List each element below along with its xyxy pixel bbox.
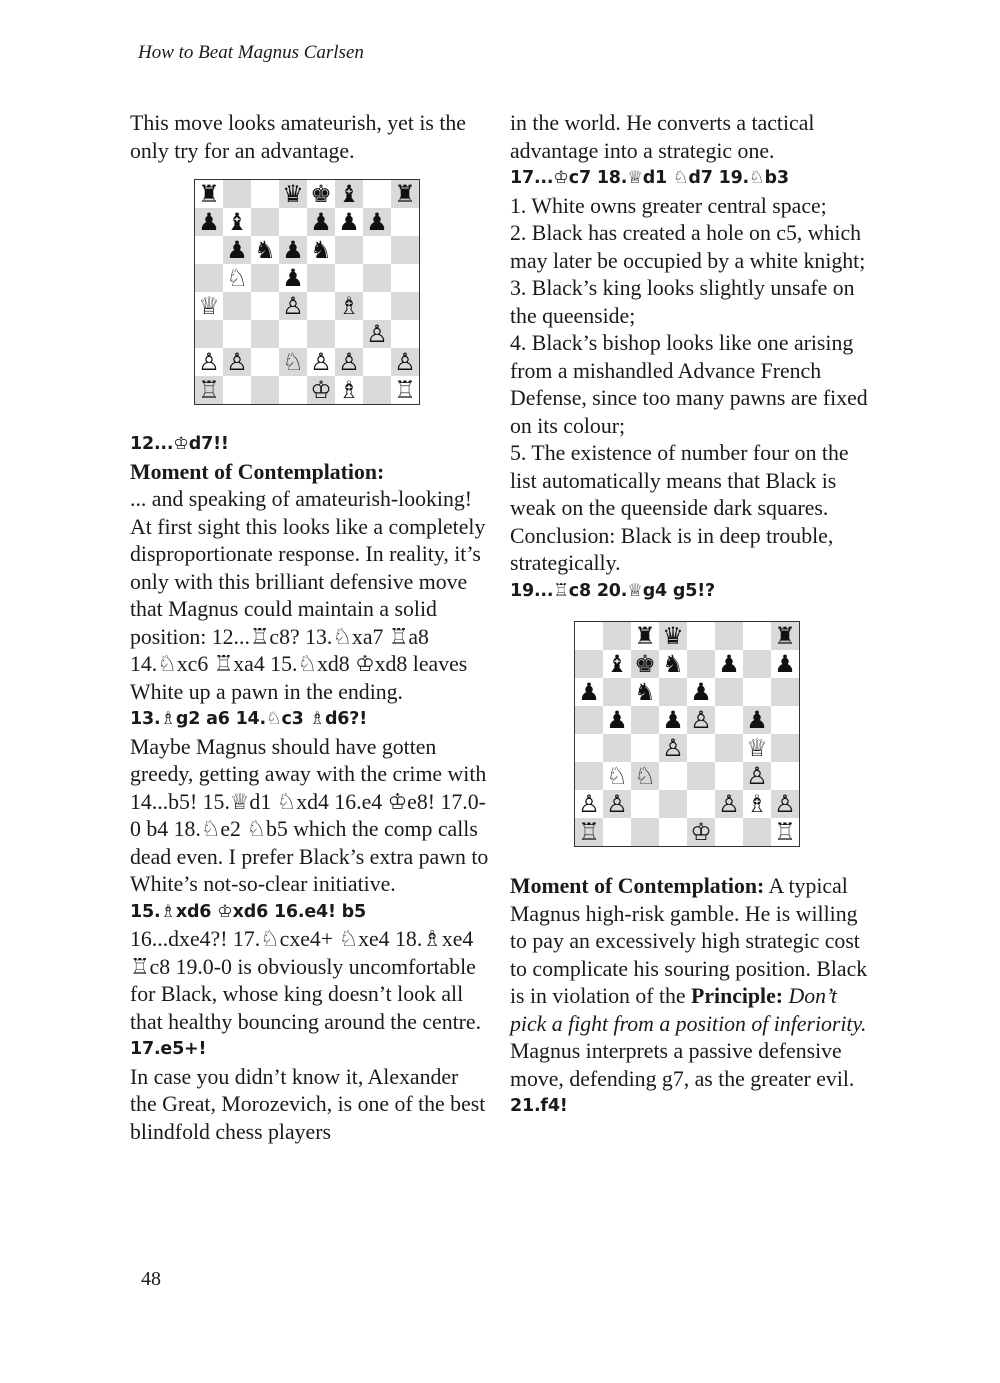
- list-item: 5. The existence of number four on the list automatically means that Black is weak on the queenside dark squares.: [510, 441, 849, 520]
- chess-board-2: [574, 621, 800, 847]
- chess-square: [223, 376, 251, 404]
- chess-piece-square: ♘: [279, 348, 307, 376]
- chess-piece-square: ♞: [631, 678, 659, 706]
- conclusion: Conclusion: Black is in deep trouble, strategically.: [510, 523, 834, 575]
- page-number: 48: [141, 1268, 161, 1290]
- chess-square: [743, 650, 771, 678]
- move-line: 17.e5+!: [130, 1039, 207, 1059]
- diagram-1: [194, 179, 490, 405]
- chess-square: [715, 734, 743, 762]
- chess-square: [771, 678, 799, 706]
- chess-square: [743, 622, 771, 650]
- chess-piece-square: ♙: [771, 790, 799, 818]
- chess-square: [687, 790, 715, 818]
- chess-square: [251, 208, 279, 236]
- chess-square: [363, 236, 391, 264]
- chess-piece-square: ♟: [195, 208, 223, 236]
- move-line: 12...♔d7!!: [130, 434, 229, 454]
- chess-square: [687, 622, 715, 650]
- chess-square: [279, 320, 307, 348]
- move-line: 13.♗g2 a6 14.♘c3 ♗d6?!: [130, 709, 368, 729]
- chess-square: [363, 376, 391, 404]
- chess-square: [391, 264, 419, 292]
- chess-square: [771, 762, 799, 790]
- diagram-2: [574, 621, 872, 847]
- chess-square: [715, 678, 743, 706]
- chess-square: [575, 650, 603, 678]
- chess-piece-square: ♞: [251, 236, 279, 264]
- list-item: 4. Black’s bishop looks like one arising from a mishandled Advance French Defense, since too many pawns are fixed on its colour;: [510, 331, 868, 438]
- chess-square: [715, 762, 743, 790]
- chess-piece-square: ♟: [715, 650, 743, 678]
- chess-square: [223, 180, 251, 208]
- move-line: 17...♔c7 18.♕d1 ♘d7 19.♘b3: [510, 168, 789, 188]
- moment-text-end: Magnus interprets a passive defensive move, defending g7, as the greater evil.: [510, 1039, 855, 1091]
- chess-piece-square: ♖: [575, 818, 603, 846]
- right-column: [510, 110, 872, 1121]
- paragraph: 16...dxe4?! 17.♘cxe4+ ♘xe4 18.♗xe4 ♖c8 19.0-0 is obviously uncomfortable for Black, whose king doesn’t look all that healthy bouncing around the centre.: [130, 927, 482, 1034]
- chess-piece-square: ♞: [659, 650, 687, 678]
- chess-piece-square: ♙: [603, 790, 631, 818]
- chess-square: [307, 320, 335, 348]
- chess-square: [575, 706, 603, 734]
- paragraph: In case you didn’t know it, Alexander the Great, Morozevich, is one of the best blindfold chess players: [130, 1064, 486, 1144]
- chess-square: [631, 734, 659, 762]
- chess-square: [251, 292, 279, 320]
- list-item: 3. Black’s king looks slightly unsafe on the queenside;: [510, 276, 855, 328]
- chess-square: [363, 264, 391, 292]
- chess-square: [335, 320, 363, 348]
- chess-square: [195, 236, 223, 264]
- chess-square: [251, 180, 279, 208]
- chess-piece-square: ♙: [307, 348, 335, 376]
- chess-piece-square: ♘: [223, 264, 251, 292]
- chess-piece-square: ♟: [279, 264, 307, 292]
- chess-square: [335, 236, 363, 264]
- paragraph: Maybe Magnus should have gotten greedy, getting away with the crime with 14...b5! 15.♕d1 ♘xd4 16.e4 ♔e8! 17.0-0 b4 18.♘e2 ♘b5 which the comp calls dead even. I prefer Black’s extra pawn to White’s not-so-clear initiative.: [130, 734, 489, 896]
- chess-piece-square: ♝: [335, 180, 363, 208]
- chess-square: [251, 320, 279, 348]
- move-line: 19...♖c8 20.♕g4 g5!?: [510, 580, 715, 601]
- moment-label: Moment of Contemplation:: [130, 459, 385, 484]
- chess-piece-square: ♜: [391, 180, 419, 208]
- chess-piece-square: ♟: [575, 678, 603, 706]
- chess-square: [631, 790, 659, 818]
- chess-piece-square: ♖: [771, 818, 799, 846]
- chess-piece-square: ♙: [363, 320, 391, 348]
- chess-piece-square: ♛: [659, 622, 687, 650]
- chess-square: [251, 376, 279, 404]
- chess-piece-square: ♚: [307, 180, 335, 208]
- chess-piece-square: ♖: [391, 376, 419, 404]
- chess-piece-square: ♟: [771, 650, 799, 678]
- chess-piece-square: ♙: [195, 348, 223, 376]
- chess-square: [391, 208, 419, 236]
- move-line: 21.f4!: [510, 1096, 568, 1116]
- moment-text: A typical Magnus high-risk gamble. He is willing to pay an excessively high strategic cost to complicate his souring position. Black is in violation of the: [510, 874, 868, 1008]
- chess-square: [251, 348, 279, 376]
- chess-piece-square: ♙: [743, 762, 771, 790]
- chess-piece-square: ♝: [223, 208, 251, 236]
- chess-square: [363, 292, 391, 320]
- chess-piece-square: ♚: [631, 650, 659, 678]
- chess-piece-square: ♟: [687, 678, 715, 706]
- paragraph: ... and speaking of amateurish-looking! At first sight this looks like a completely disproportionate response. In reality, it’s only with this brilliant defensive move that Magnus could maintain a solid position: 12...♖c8? 13.♘xa7 ♖a8 14.♘xc6 ♖xa4 15.♘xd8 ♔xd8 leaves White up a pawn in the ending.: [130, 487, 486, 704]
- chess-piece-square: ♛: [279, 180, 307, 208]
- chess-square: [307, 292, 335, 320]
- chess-piece-square: ♘: [631, 762, 659, 790]
- chess-square: [603, 734, 631, 762]
- chess-square: [715, 622, 743, 650]
- chess-square: [363, 180, 391, 208]
- chess-square: [307, 264, 335, 292]
- chess-piece-square: ♘: [603, 762, 631, 790]
- chess-piece-square: ♜: [195, 180, 223, 208]
- chess-piece-square: ♗: [335, 376, 363, 404]
- chess-piece-square: ♟: [659, 706, 687, 734]
- chess-piece-square: ♟: [307, 208, 335, 236]
- principle-label: Principle:: [691, 984, 784, 1008]
- principle-text: Don’t pick a fight from a position of inferiority.: [510, 984, 867, 1036]
- chess-piece-square: ♜: [771, 622, 799, 650]
- chess-piece-square: ♙: [659, 734, 687, 762]
- chess-square: [575, 622, 603, 650]
- chess-square: [195, 264, 223, 292]
- chess-piece-square: ♗: [743, 790, 771, 818]
- chess-square: [659, 790, 687, 818]
- list-item: 1. White owns greater central space;: [510, 193, 827, 218]
- chess-square: [603, 818, 631, 846]
- chess-square: [391, 320, 419, 348]
- running-head: How to Beat Magnus Carlsen: [138, 42, 364, 63]
- chess-square: [223, 320, 251, 348]
- chess-square: [659, 762, 687, 790]
- chess-piece-square: ♟: [279, 236, 307, 264]
- chess-square: [659, 818, 687, 846]
- chess-square: [659, 678, 687, 706]
- chess-square: [771, 706, 799, 734]
- chess-square: [279, 376, 307, 404]
- chess-piece-square: ♙: [279, 292, 307, 320]
- chess-square: [603, 678, 631, 706]
- move-line: 15.♗xd6 ♔xd6 16.e4! b5: [130, 901, 366, 922]
- chess-square: [575, 762, 603, 790]
- chess-piece-square: ♙: [687, 706, 715, 734]
- chess-piece-square: ♙: [391, 348, 419, 376]
- moment-label: Moment of Contemplation:: [510, 874, 765, 898]
- chess-square: [603, 622, 631, 650]
- chess-square: [743, 818, 771, 846]
- chess-piece-square: ♕: [195, 292, 223, 320]
- chess-square: [771, 734, 799, 762]
- chess-piece-square: ♟: [223, 236, 251, 264]
- chess-square: [687, 734, 715, 762]
- chess-piece-square: ♕: [743, 734, 771, 762]
- chess-square: [631, 706, 659, 734]
- chess-piece-square: ♟: [335, 208, 363, 236]
- chess-square: [195, 320, 223, 348]
- chess-piece-square: ♖: [195, 376, 223, 404]
- chess-board-1: [194, 179, 420, 405]
- list-item: 2. Black has created a hole on c5, which may later be occupied by a white knight;: [510, 221, 866, 273]
- chess-square: [251, 264, 279, 292]
- chess-piece-square: ♜: [631, 622, 659, 650]
- chess-piece-square: ♙: [715, 790, 743, 818]
- chess-square: [743, 678, 771, 706]
- moment-paragraph: [510, 873, 872, 1093]
- chess-square: [715, 706, 743, 734]
- intro-paragraph: This move looks amateurish, yet is the only try for an advantage.: [130, 111, 466, 163]
- chess-square: [715, 818, 743, 846]
- paragraph: in the world. He converts a tactical advantage into a strategic one.: [510, 111, 815, 163]
- left-column: [130, 110, 490, 1146]
- chess-square: [335, 264, 363, 292]
- chess-square: [363, 348, 391, 376]
- chess-piece-square: ♙: [223, 348, 251, 376]
- chess-square: [687, 762, 715, 790]
- chess-piece-square: ♝: [603, 650, 631, 678]
- chess-square: [391, 292, 419, 320]
- chess-piece-square: ♗: [335, 292, 363, 320]
- chess-piece-square: ♟: [603, 706, 631, 734]
- chess-piece-square: ♔: [307, 376, 335, 404]
- chess-square: [223, 292, 251, 320]
- chess-piece-square: ♙: [335, 348, 363, 376]
- chess-piece-square: ♞: [307, 236, 335, 264]
- chess-square: [391, 236, 419, 264]
- chess-piece-square: ♔: [687, 818, 715, 846]
- chess-piece-square: ♟: [743, 706, 771, 734]
- chess-square: [575, 734, 603, 762]
- chess-square: [279, 208, 307, 236]
- chess-piece-square: ♟: [363, 208, 391, 236]
- chess-square: [631, 818, 659, 846]
- chess-piece-square: ♙: [575, 790, 603, 818]
- chess-square: [687, 650, 715, 678]
